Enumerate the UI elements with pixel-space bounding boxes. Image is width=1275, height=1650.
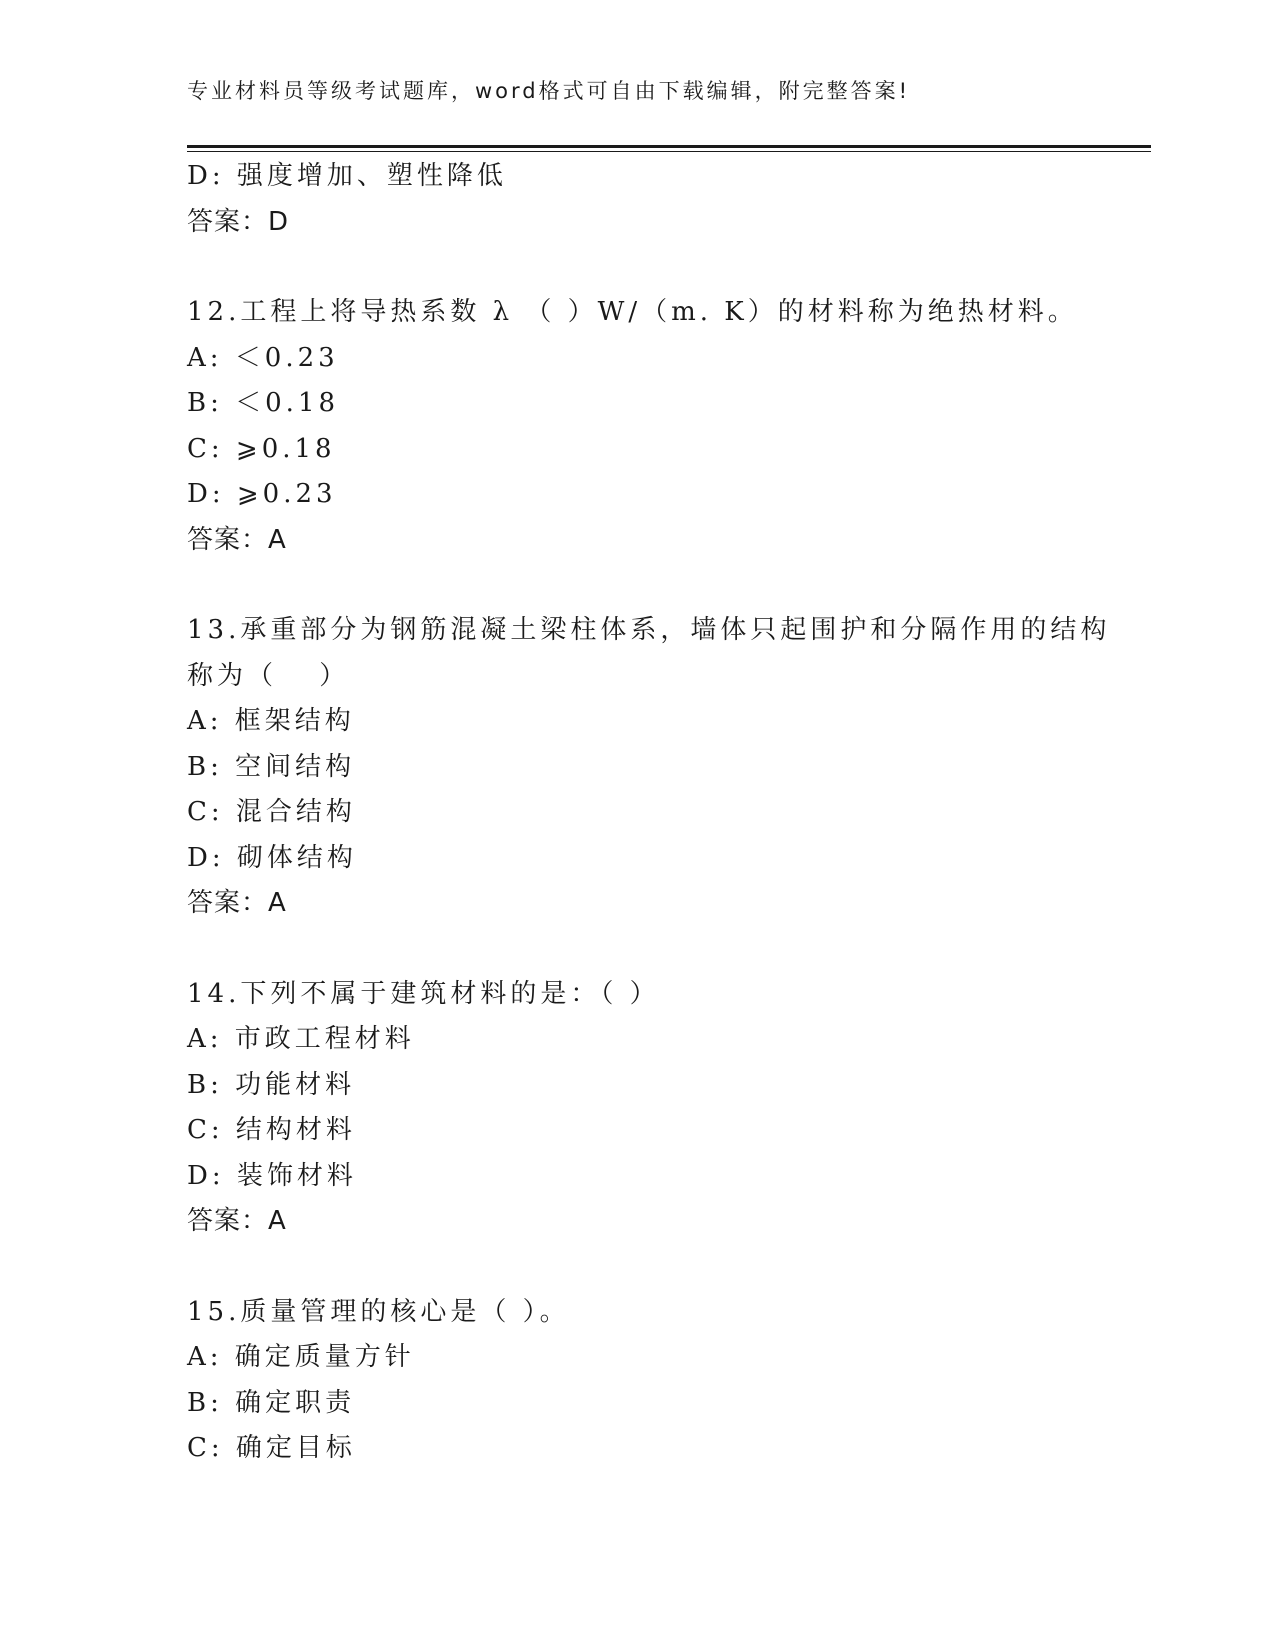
answer: 答案：A <box>187 1206 287 1236</box>
question-block-15 <box>187 1290 1087 1472</box>
option-d: D: ⩾0.23 <box>187 479 337 509</box>
option-a: A: 确定质量方针 <box>187 1342 415 1372</box>
question-stem-continued: 称为（ ） <box>187 660 350 691</box>
option-b: B: 功能材料 <box>187 1069 356 1100</box>
option-a: A: ＜0.23 <box>187 342 339 373</box>
option-b: B: ＜0.18 <box>187 388 340 418</box>
question-stem: 14.下列不属于建筑材料的是：（ ） <box>187 978 660 1009</box>
spacer <box>187 927 1087 972</box>
option-c: C: 确定目标 <box>187 1433 356 1463</box>
question-block-14 <box>187 972 1087 1245</box>
spacer <box>187 245 1087 290</box>
answer: 答案：A <box>187 888 287 918</box>
option-c: C: 混合结构 <box>187 797 356 827</box>
spacer <box>187 563 1087 608</box>
header-rule-thin <box>187 151 1151 152</box>
option-c: C: 结构材料 <box>187 1115 356 1145</box>
option-d: D: 强度增加、塑性降低 <box>187 161 507 191</box>
header-rule-thick <box>187 145 1151 148</box>
option-b: B: 空间结构 <box>187 751 356 782</box>
option-a: A: 市政工程材料 <box>187 1024 415 1054</box>
option-c: C: ⩾0.18 <box>187 433 336 464</box>
question-block-13 <box>187 608 1111 927</box>
option-a: A: 框架结构 <box>187 706 355 736</box>
question-stem: 15.质量管理的核心是（ ）。 <box>187 1296 570 1327</box>
page-header: 专业材料员等级考试题库，word格式可自由下载编辑，附完整答案! <box>187 79 911 103</box>
option-d: D: 装饰材料 <box>187 1160 357 1191</box>
option-d: D: 砌体结构 <box>187 842 357 873</box>
question-stem: 12.工程上将导热系数 λ （ ）W/（m. K）的材料称为绝热材料。 <box>187 297 1078 327</box>
answer: 答案：A <box>187 524 287 555</box>
document-body <box>187 154 1111 1472</box>
spacer <box>187 1245 1087 1290</box>
answer: 答案：D <box>187 206 290 237</box>
question-stem: 13.承重部分为钢筋混凝土梁柱体系，墙体只起围护和分隔作用的结构 <box>187 615 1111 645</box>
question-block-12 <box>187 290 1087 563</box>
option-b: B: 确定职责 <box>187 1387 356 1418</box>
